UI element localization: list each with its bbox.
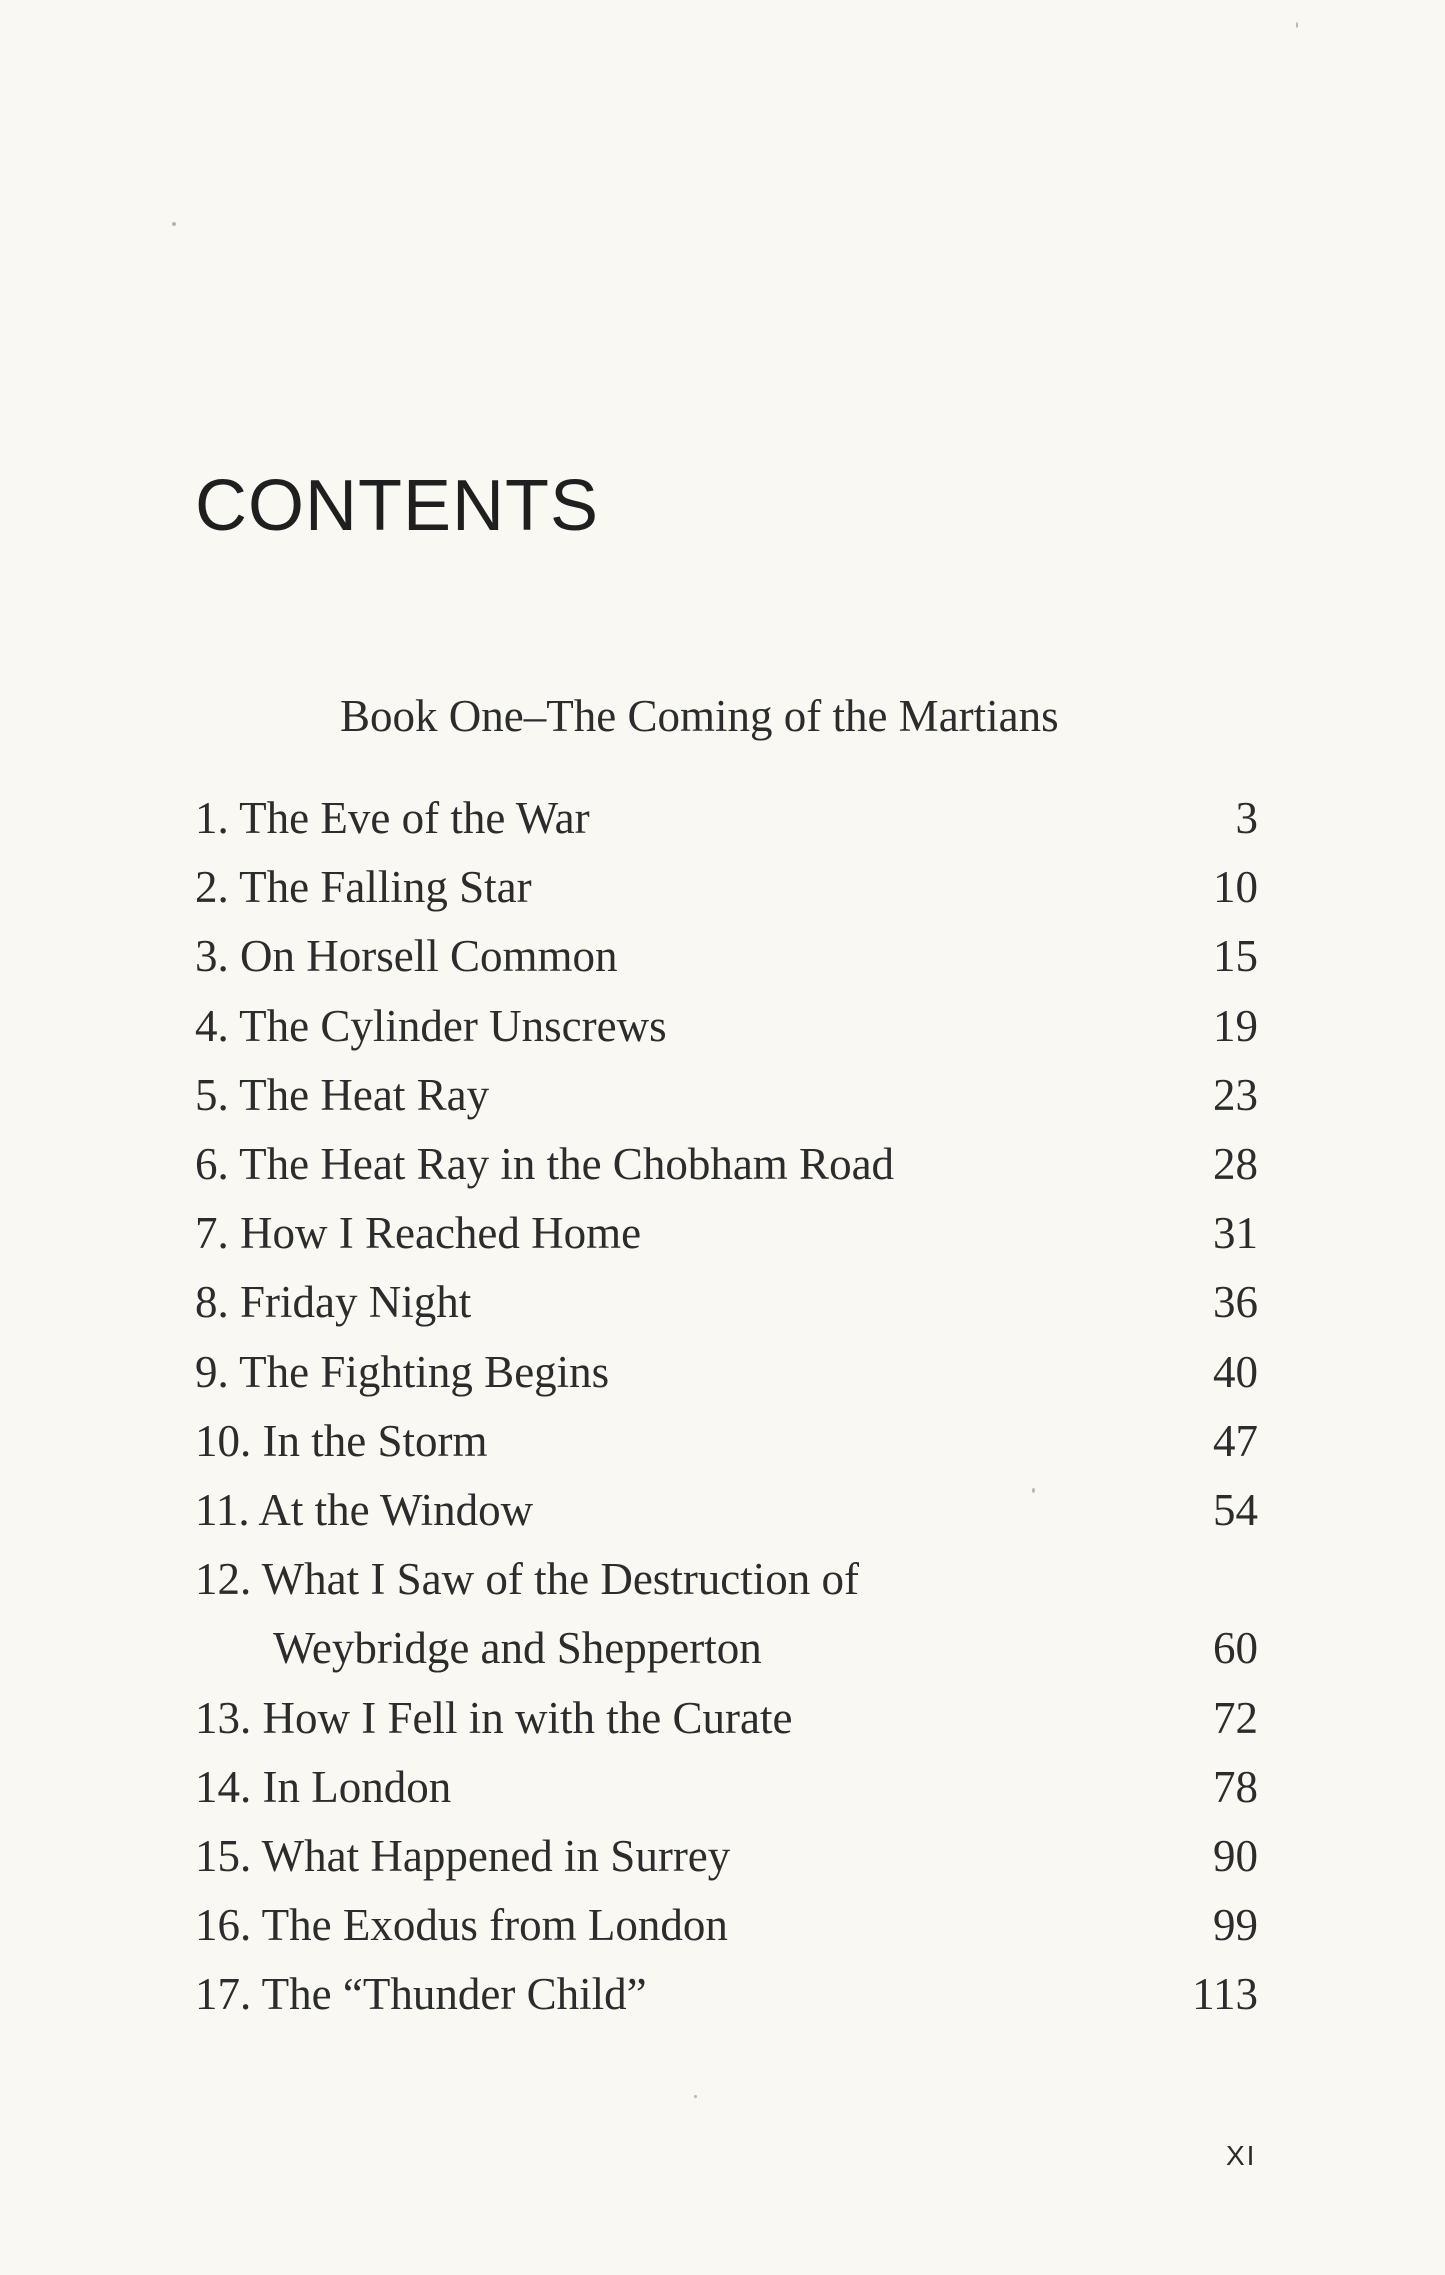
book-heading: Book One–The Coming of the Martians (340, 691, 1059, 741)
toc-entry (195, 1061, 1258, 1130)
toc-page-number: 10 (1213, 862, 1258, 913)
page-folio: XI (1226, 2140, 1257, 2171)
toc-entry-title: 11. At the Window (195, 1485, 534, 1536)
toc-page-number: 36 (1213, 1277, 1258, 1328)
toc-entry (195, 853, 1258, 922)
paper-speck (1032, 1488, 1035, 1493)
toc-entry (195, 922, 1258, 991)
toc-entry (195, 1199, 1258, 1268)
toc-entry-title: 13. How I Fell in with the Curate (195, 1692, 793, 1743)
toc-page-number: 47 (1213, 1415, 1258, 1466)
toc-entry-title: 9. The Fighting Begins (195, 1346, 610, 1397)
toc-page-number: 31 (1213, 1208, 1258, 1259)
toc-entry-title-line1: 12. What I Saw of the Destruction of (195, 1554, 860, 1605)
toc-entry-title: 15. What Happened in Surrey (195, 1831, 731, 1882)
toc-page-number: 15 (1213, 931, 1258, 982)
toc-entry (195, 1684, 1258, 1753)
toc-page-number: 40 (1213, 1346, 1258, 1397)
table-of-contents (195, 784, 1258, 2030)
toc-entry-title: 8. Friday Night (195, 1277, 472, 1328)
page-title: CONTENTS (195, 466, 599, 546)
toc-entry-title: 1. The Eve of the War (195, 793, 590, 843)
toc-page-number: 78 (1213, 1761, 1258, 1812)
toc-entry (195, 1960, 1258, 2029)
toc-entry (195, 1268, 1258, 1337)
toc-entry-title: 10. In the Storm (195, 1415, 488, 1466)
toc-entry-title: 2. The Falling Star (195, 862, 532, 913)
toc-page-number: 113 (1192, 1969, 1258, 2020)
toc-entry-title: 4. The Cylinder Unscrews (195, 1000, 667, 1051)
toc-page-number: 60 (1213, 1623, 1258, 1674)
paper-speck (172, 222, 176, 226)
toc-page-number: 72 (1213, 1692, 1258, 1743)
toc-entry (195, 1891, 1258, 1960)
toc-page-number: 23 (1213, 1069, 1258, 1120)
toc-entry-title: 16. The Exodus from London (195, 1900, 728, 1951)
toc-entry (195, 1753, 1258, 1822)
paper-speck (694, 2095, 697, 2098)
toc-entry (195, 784, 1258, 853)
toc-entry-title: 7. How I Reached Home (195, 1208, 642, 1259)
toc-entry (195, 1130, 1258, 1199)
toc-page-number: 19 (1213, 1000, 1258, 1051)
toc-entry-title: 6. The Heat Ray in the Chobham Road (195, 1139, 895, 1190)
toc-entry (195, 1822, 1258, 1891)
toc-page-number: 3 (1235, 793, 1258, 843)
toc-entry (195, 1407, 1258, 1476)
toc-entry-title: 5. The Heat Ray (195, 1069, 490, 1120)
toc-page-number: 90 (1213, 1831, 1258, 1882)
toc-page-number: 54 (1213, 1485, 1258, 1536)
toc-entry (195, 1545, 1258, 1683)
toc-page-number: 28 (1213, 1139, 1258, 1190)
paper-speck (1296, 22, 1298, 28)
toc-entry (195, 992, 1258, 1061)
toc-entry-title: 17. The “Thunder Child” (195, 1969, 647, 2020)
toc-entry-title: 14. In London (195, 1761, 452, 1812)
toc-entry (195, 1338, 1258, 1407)
toc-entry (195, 1476, 1258, 1545)
toc-entry-title: 3. On Horsell Common (195, 931, 618, 982)
toc-entry-title (195, 1545, 859, 1683)
toc-page-number: 99 (1213, 1900, 1258, 1951)
toc-entry-title-line2: Weybridge and Shepperton (273, 1623, 762, 1674)
